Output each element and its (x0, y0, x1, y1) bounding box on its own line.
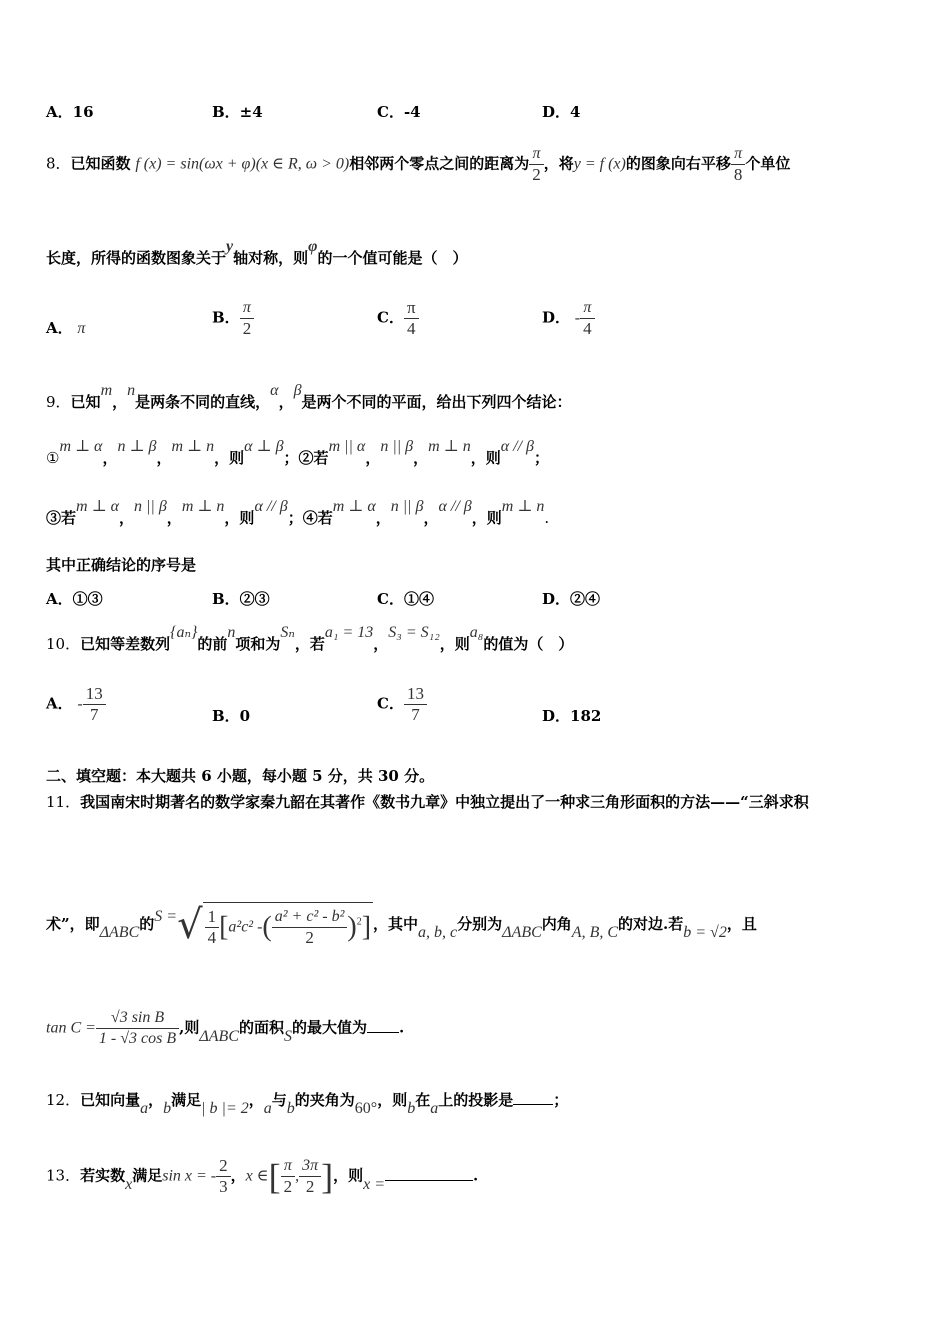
q10-option-a: A． - $\frac{13}{7}$ (46, 684, 106, 725)
q8-stem-line1 (46, 144, 790, 185)
q9-option-d: D．②④ (542, 590, 601, 608)
q13-answer-blank[interactable] (385, 1166, 473, 1181)
q8-option-c: C． $\frac{\pi}{4}$ (377, 298, 419, 339)
q10-option-c: C． $\frac{13}{7}$ (377, 684, 427, 725)
q12-answer-blank[interactable] (513, 1090, 553, 1105)
q9-option-b: B．②③ (212, 590, 270, 608)
q8-option-d: D． - $\frac{\pi}{4}$ (542, 298, 595, 339)
q7-option-b: B．±4 (212, 103, 263, 121)
q8-option-a: A． π (46, 319, 86, 337)
q9-question: 其中正确结论的序号是 (46, 556, 197, 574)
q8-option-b: B． $\frac{\pi}{2}$ (212, 298, 254, 339)
q9-option-c: C．①④ (377, 590, 434, 608)
q8-phi-var: φ (308, 238, 318, 255)
q8-text: 相邻两个零点之间的距离为 (349, 154, 530, 173)
q8-text: ，将 (543, 154, 574, 173)
q9-option-a: A．①③ (46, 590, 103, 608)
q12-stem: 12．已知向量a，b满足| b |= 2，a与b的夹角为60°，则b在a上的投影是 ； (46, 1091, 569, 1117)
q8-y-var: y (226, 238, 234, 255)
q10-option-d: D．182 (542, 707, 602, 725)
q11-stem-line2: 术”，即ΔABC的S =√ $\frac{1}{4}$ [a²c² -( $\frac{\text{a² + c² - b²}}{2}$ )$^2$] ，其中a, b, c分别为ΔABC内角A, B, C的对边.若b = √2，且 (46, 902, 757, 948)
q11-answer-blank[interactable] (367, 1018, 399, 1033)
q8-frac-pi-8: $\frac{\pi}{8}$ (731, 144, 746, 185)
q8-stem-line2 (46, 238, 468, 269)
q8-text: 长度，所得的函数图象关于 (46, 249, 227, 267)
q9-stem: 9．已知m，n是两条不同的直线，α，β是两个不同的平面，给出下列四个结论： (46, 382, 572, 411)
q8-frac-pi-2: $\frac{\pi}{2}$ (529, 144, 544, 185)
q11-radicand: $\frac{1}{4}$ [a²c² -( $\frac{\text{a² + c² - b²}}{2}$ )$^2$] (203, 902, 373, 948)
q8-text: 已知函数 (70, 154, 131, 173)
section-2-heading: 二、填空题：本大题共 6 小题，每小题 5 分，共 30 分。 (46, 767, 435, 785)
q9-statements-1-2: ①m ⊥ α，n ⊥ β，m ⊥ n，则α ⊥ β；②若m || α，n || β，m ⊥ n，则α // β； (46, 438, 550, 467)
q8-text: 轴对称，则 (233, 249, 309, 267)
q11-stem-line3: tan C = $\frac{\text{√3 sin B}}{\text{1 - √3 cos B}}$ ,则ΔABC的面积S的最大值为 . (46, 1009, 405, 1047)
q8-y-eq: y = f (x) (573, 155, 626, 173)
q8-text: 个单位 (745, 154, 791, 173)
q9-statements-3-4: ③若m ⊥ α，n || β，m ⊥ n，则α // β；④若m ⊥ α，n || β，α // β，则m ⊥ n. (46, 498, 550, 527)
q13-stem: 13．若实数x满足sin x = - $\frac{2}{3}$ ，x ∈[ $\frac{\pi}{2}$ , $\frac{3\pi}{2}$ ]，则x = . (46, 1156, 479, 1197)
q7-option-d: D．4 (542, 103, 581, 121)
q8-text: 的图象向右平移 (625, 154, 731, 173)
q8-text: 的一个值可能是（ ） (317, 249, 468, 267)
q7-option-c: C．-4 (377, 103, 421, 121)
q10-option-b: B．0 (212, 707, 251, 725)
q8-number: 8． (46, 154, 71, 173)
q7-option-a: A．16 (46, 103, 94, 121)
q10-stem: 10．已知等差数列{aₙ}的前n项和为Sₙ，若a₁ = 13，S₃ = S₁₂，则a₈的值为（ ） (46, 624, 574, 653)
q11-stem-line1: 11．我国南宋时期著名的数学家秦九韶在其著作《数书九章》中独立提出了一种求三角形面积的方法——“三斜求积 (46, 793, 809, 811)
q8-function-def: f (x) = sin(ωx + φ)(x ∈ R, ω > 0) (135, 155, 350, 173)
